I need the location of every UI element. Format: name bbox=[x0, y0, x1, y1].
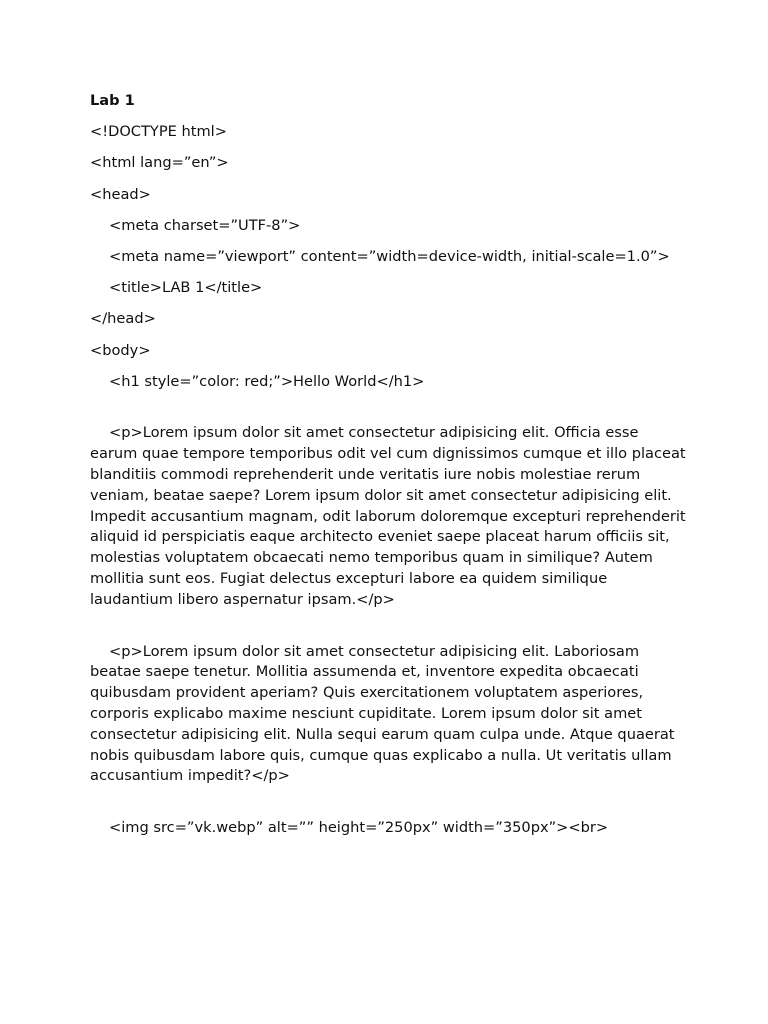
code-line-body-open: <body> bbox=[90, 341, 151, 359]
code-line-head-open: <head> bbox=[90, 185, 151, 203]
code-line-title-tag: <title>LAB 1</title> bbox=[109, 279, 263, 297]
document-title: Lab 1 bbox=[90, 92, 135, 109]
code-line-html-open: <html lang=”en”> bbox=[90, 154, 229, 172]
code-paragraph-2: <p>Lorem ipsum dolor sit amet consectetur adipisicing elit. Laboriosam beatae saepe tenetur. Mollitia assumenda et, inventore expedita obcaecati quibusdam provident aperiam? Quis exercitationem voluptatem asperiores, corporis explicabo maxime nesciunt cupiditate. Lorem ipsum dolor sit amet consectetur adipisicing elit. Nulla sequi earum quam culpa unde. Atque quaerat nobis quibusdam labore quis, cumque quas explicabo a nulla. Ut veritatis ullam accusantium impedit?</p> bbox=[90, 642, 680, 785]
code-line-doctype: <!DOCTYPE html> bbox=[90, 123, 227, 141]
code-line-head-close: </head> bbox=[90, 310, 156, 328]
code-line-meta-charset: <meta charset=”UTF-8”> bbox=[109, 216, 301, 234]
code-line-meta-viewport: <meta name=”viewport” content=”width=device-width, initial-scale=1.0”> bbox=[109, 247, 670, 265]
code-line-img: <img src=”vk.webp” alt=”” height=”250px” width=”350px”><br> bbox=[109, 819, 609, 837]
code-line-h1: <h1 style=”color: red;”>Hello World</h1> bbox=[109, 372, 425, 390]
code-paragraph-1: <p>Lorem ipsum dolor sit amet consectetur adipisicing elit. Officia esse earum quae tempore temporibus odit vel cum dignissimos cumque et illo placeat blanditiis commodi reprehenderit unde veritatis iure nobis molestiae rerum veniam, beatae saepe? Lorem ipsum dolor sit amet consectetur adipisicing elit. Impedit accusantium magnam, odit laborum doloremque excepturi reprehenderit aliquid id perspiciatis eaque architecto eveniet saepe placeat harum officiis sit, molestias voluptatem obcaecati nemo temporibus quam in similique? Autem mollitia sunt eos. Fugiat delectus excepturi labore ea quidem similique laudantium libero aspernatur ipsam.</p> bbox=[90, 424, 691, 608]
document-page bbox=[90, 91, 690, 849]
